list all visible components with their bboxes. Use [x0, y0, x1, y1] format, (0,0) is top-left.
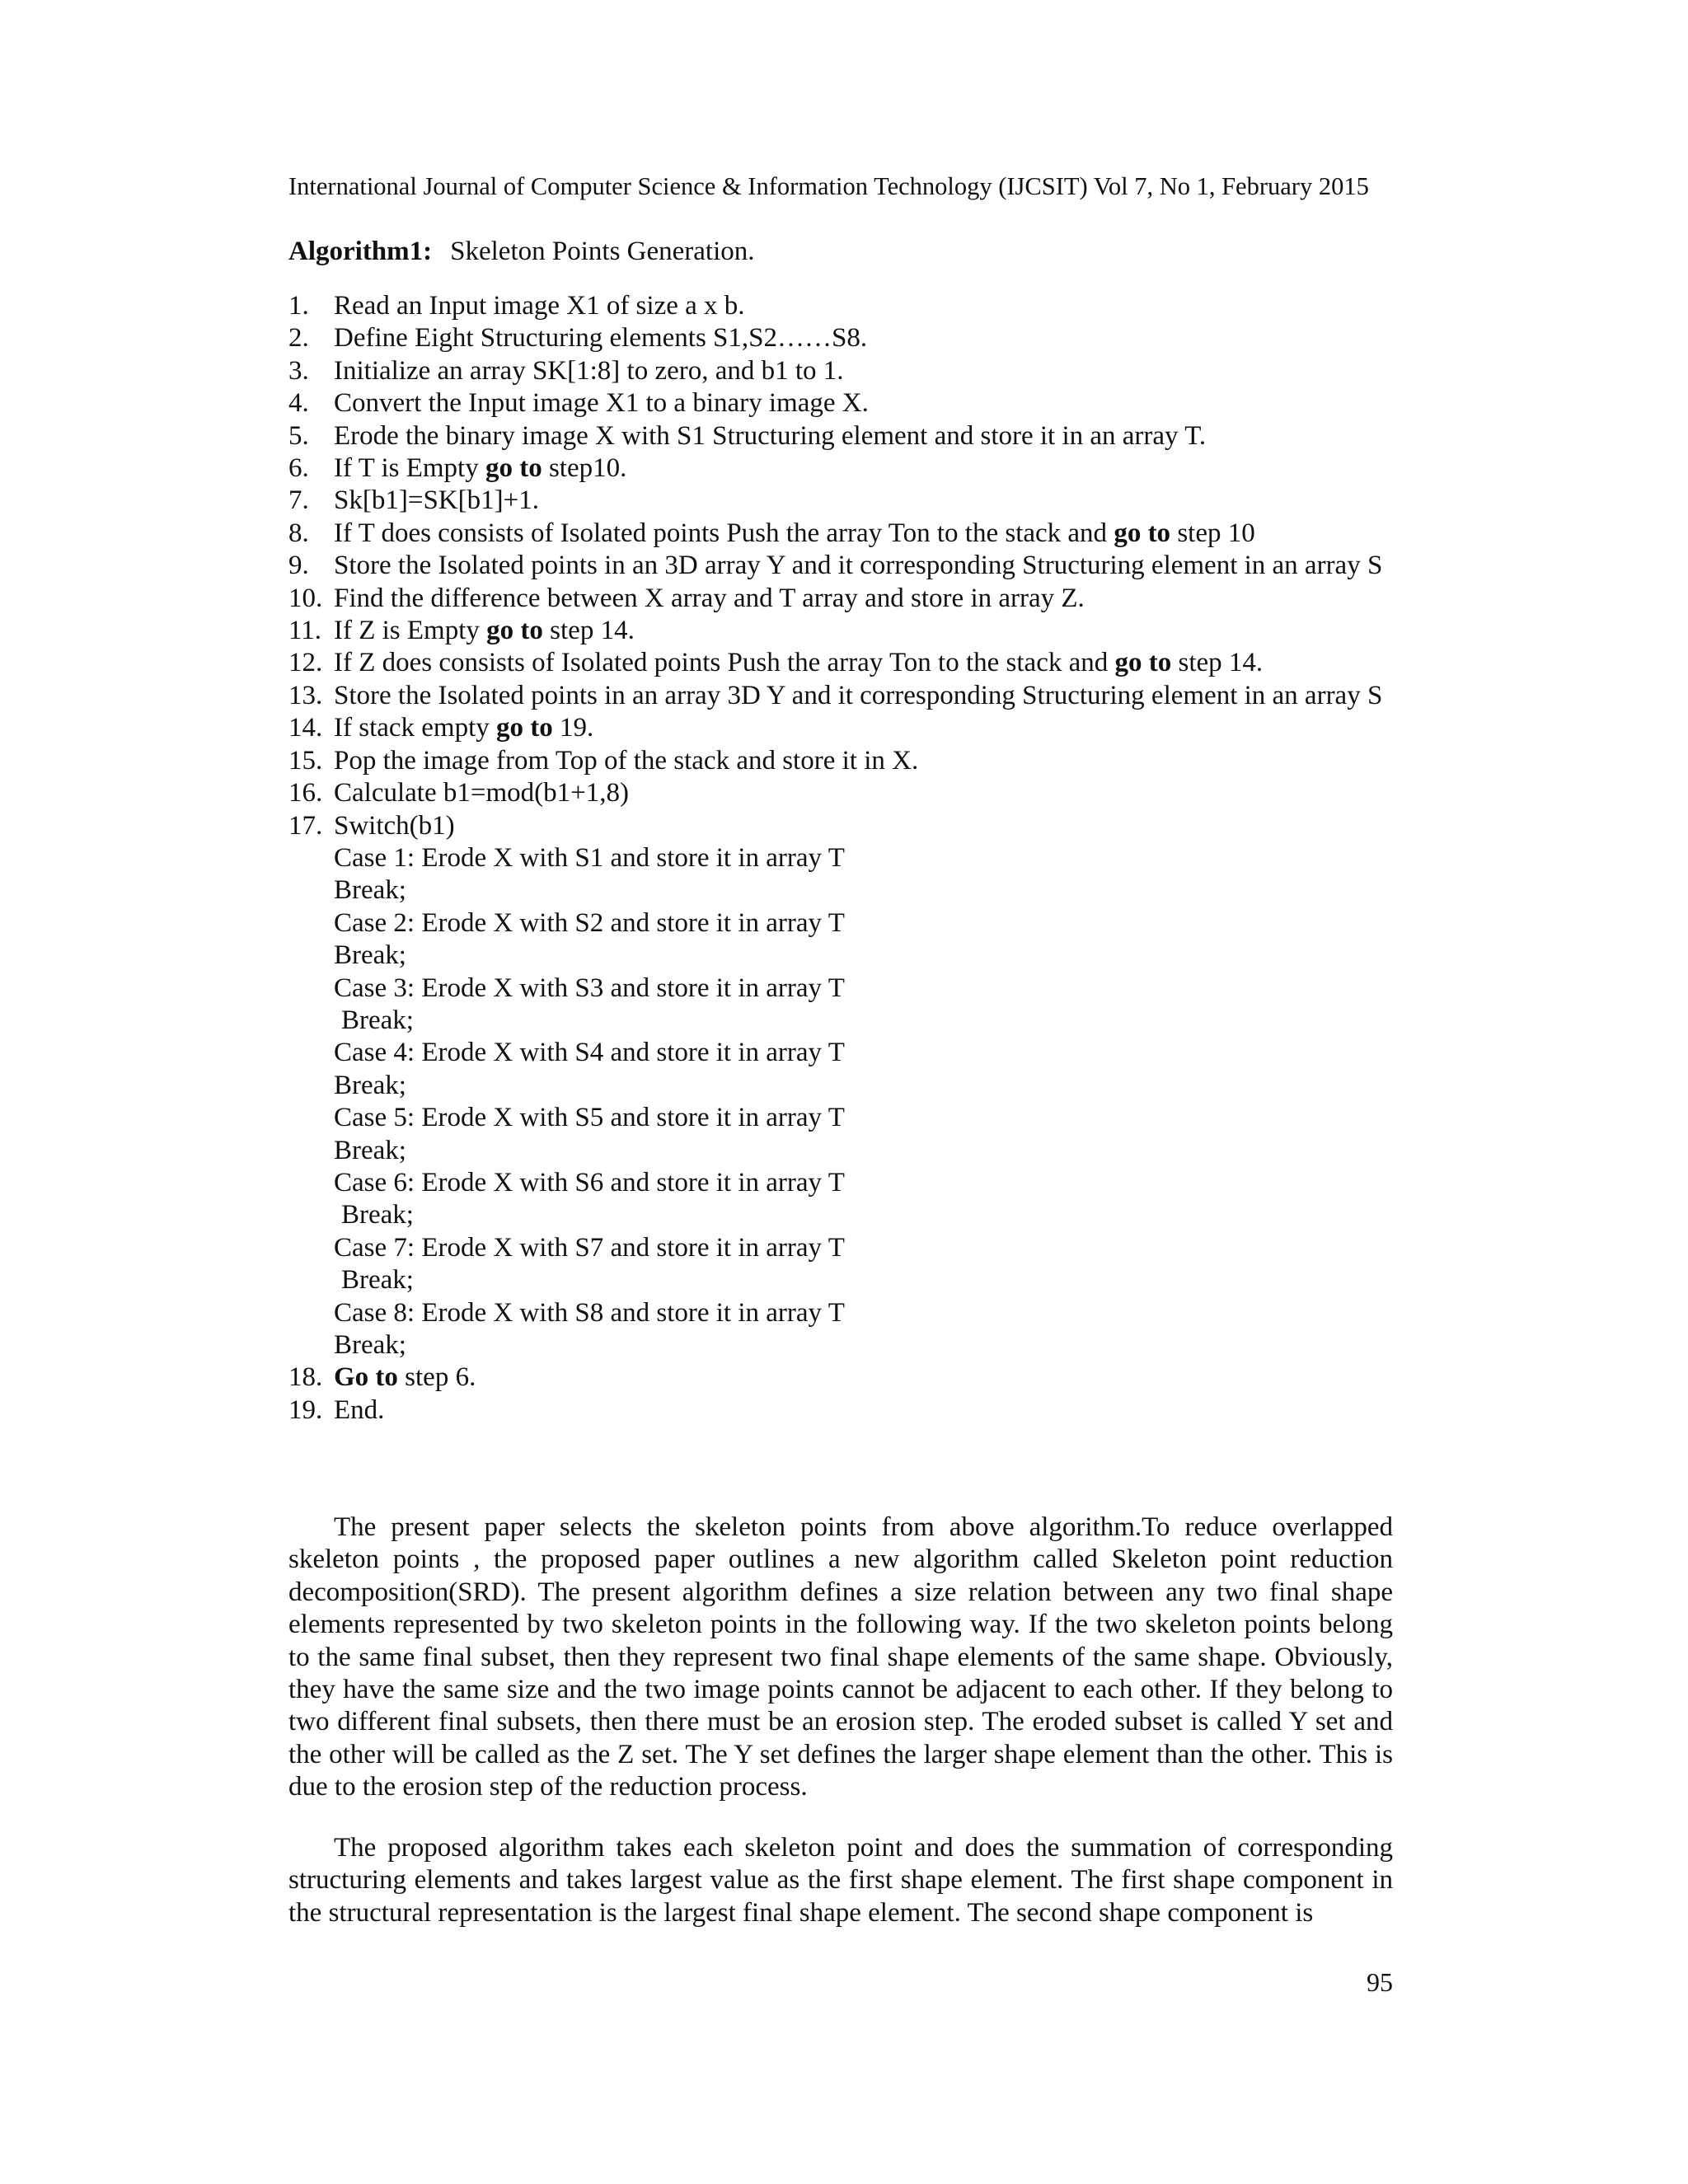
step-19	[288, 1394, 1393, 1427]
break-line: Break;	[341, 1265, 414, 1296]
step-text: If T is Empty go to step10.	[334, 453, 627, 484]
break-line: Break;	[334, 940, 406, 971]
step-11	[288, 615, 1393, 647]
break-line: Break;	[334, 1135, 406, 1165]
step-number: 17.	[288, 810, 323, 841]
case-line: Case 5: Erode X with S5 and store it in array T	[334, 1103, 845, 1133]
switch-line: Switch(b1)	[334, 810, 455, 841]
algorithm-title	[288, 234, 755, 269]
step-3	[288, 355, 1393, 387]
goto-keyword: go to	[1114, 518, 1171, 548]
goto-keyword: go to	[485, 453, 542, 484]
step-number: 16.	[288, 778, 323, 808]
step-14	[288, 712, 1393, 744]
step-18	[288, 1361, 1393, 1394]
step-4	[288, 387, 1393, 419]
step-number: 9.	[288, 551, 309, 581]
step-6	[288, 452, 1393, 485]
algorithm-steps	[288, 290, 1393, 1427]
step-12	[288, 647, 1393, 679]
step-number: 10.	[288, 583, 323, 613]
step-text: If Z is Empty go to step 14.	[334, 616, 635, 646]
break-line: Break;	[341, 1200, 414, 1230]
step-number: 12.	[288, 648, 323, 678]
step-16	[288, 777, 1393, 809]
step-text: Sk[b1]=SK[b1]+1.	[334, 485, 539, 516]
step-text: Calculate b1=mod(b1+1,8)	[334, 778, 629, 808]
step-text: Pop the image from Top of the stack and store it in X.	[334, 745, 919, 776]
step-text: Store the Isolated points in an 3D array Y and it corresponding Structuring element in an array S	[334, 551, 1383, 581]
journal-header: International Journal of Computer Science & Information Technology (IJCSIT) Vol 7, No 1, February 2015	[288, 172, 1369, 200]
case-line: Case 6: Erode X with S6 and store it in array T	[334, 1167, 845, 1197]
step-text: If Z does consists of Isolated points Push the array Ton to the stack and go to step 14.	[334, 648, 1264, 678]
algorithm-name: Skeleton Points Generation.	[450, 237, 755, 266]
step-13	[288, 680, 1393, 712]
step-text: Store the Isolated points in an array 3D Y and it corresponding Structuring element in an array S	[334, 680, 1383, 710]
step-text: Read an Input image X1 of size a x b.	[334, 291, 745, 321]
step-5	[288, 420, 1393, 452]
step-number: 2.	[288, 323, 309, 354]
step-number: 14.	[288, 713, 323, 743]
step-text: Go to step 6.	[334, 1362, 476, 1393]
goto-keyword: go to	[1114, 648, 1172, 678]
step-17	[288, 810, 1393, 1362]
step-number: 5.	[288, 420, 309, 451]
step-number: 4.	[288, 388, 309, 419]
step-text: Define Eight Structuring elements S1,S2……S8.	[334, 323, 868, 354]
algorithm-label: Algorithm1:	[288, 237, 433, 266]
step-number: 18.	[288, 1362, 323, 1393]
step-text: If stack empty go to 19.	[334, 713, 594, 743]
step-number: 8.	[288, 518, 309, 548]
step-9	[288, 550, 1393, 582]
case-line: Case 7: Erode X with S7 and store it in array T	[334, 1232, 845, 1263]
case-line: Case 1: Erode X with S1 and store it in array T	[334, 842, 845, 873]
case-line: Case 3: Erode X with S3 and store it in array T	[334, 972, 845, 1003]
step-1	[288, 290, 1393, 322]
break-line: Break;	[334, 1330, 406, 1360]
step-7	[288, 485, 1393, 517]
break-line: Break;	[341, 1005, 414, 1035]
step-text: End.	[334, 1394, 385, 1425]
step-text: Initialize an array SK[1:8] to zero, and b1 to 1.	[334, 355, 844, 386]
step-text: Convert the Input image X1 to a binary image X.	[334, 388, 869, 419]
goto-keyword: go to	[496, 713, 553, 743]
step-text: Erode the binary image X with S1 Structuring element and store it in an array T.	[334, 420, 1207, 451]
step-text: If T does consists of Isolated points Push the array Ton to the stack and go to step 10	[334, 518, 1255, 548]
step-number: 1.	[288, 291, 309, 321]
step-text: Find the difference between X array and T array and store in array Z.	[334, 583, 1085, 613]
step-number: 6.	[288, 453, 309, 484]
step-number: 19.	[288, 1394, 323, 1425]
step-2	[288, 322, 1393, 354]
break-line: Break;	[334, 875, 406, 906]
page-number: 95	[1367, 1967, 1393, 1997]
step-8	[288, 518, 1393, 550]
body-paragraph: The proposed algorithm takes each skeleton point and does the summation of corresponding structuring elements and takes largest value as the first shape element. The first shape component in the structural representation is the largest final shape element. The second shape component is	[288, 1833, 1393, 1928]
step-number: 15.	[288, 745, 323, 776]
step-number: 13.	[288, 680, 323, 710]
step-10	[288, 583, 1393, 615]
step-text	[334, 810, 1393, 1362]
break-line: Break;	[334, 1070, 406, 1100]
body-paragraph: The present paper selects the skeleton points from above algorithm.To reduce overlapped skeleton points , the proposed paper outlines a new algorithm called Skeleton point reduction decomposition(SRD). The present algorithm defines a size relation between any two final shape elements represented by two skeleton points in the following way. If the two skeleton points belong to the same final subset, then they represent two final shape elements of the same shape. Obviously, they have the same size and the two image points cannot be adjacent to each other. If they belong to two different final subsets, then there must be an erosion step. The eroded subset is called Y set and the other will be called as the Z set. The Y set defines the larger shape element than the other. This is due to the erosion step of the reduction process.	[288, 1512, 1393, 1802]
goto-keyword: go to	[486, 616, 543, 646]
case-line: Case 2: Erode X with S2 and store it in array T	[334, 907, 845, 938]
case-line: Case 8: Erode X with S8 and store it in array T	[334, 1297, 845, 1328]
case-line: Case 4: Erode X with S4 and store it in array T	[334, 1038, 845, 1068]
step-number: 11.	[288, 616, 322, 646]
step-number: 7.	[288, 485, 309, 516]
step-15	[288, 745, 1393, 777]
goto-keyword: Go to	[334, 1362, 398, 1393]
step-number: 3.	[288, 355, 309, 386]
